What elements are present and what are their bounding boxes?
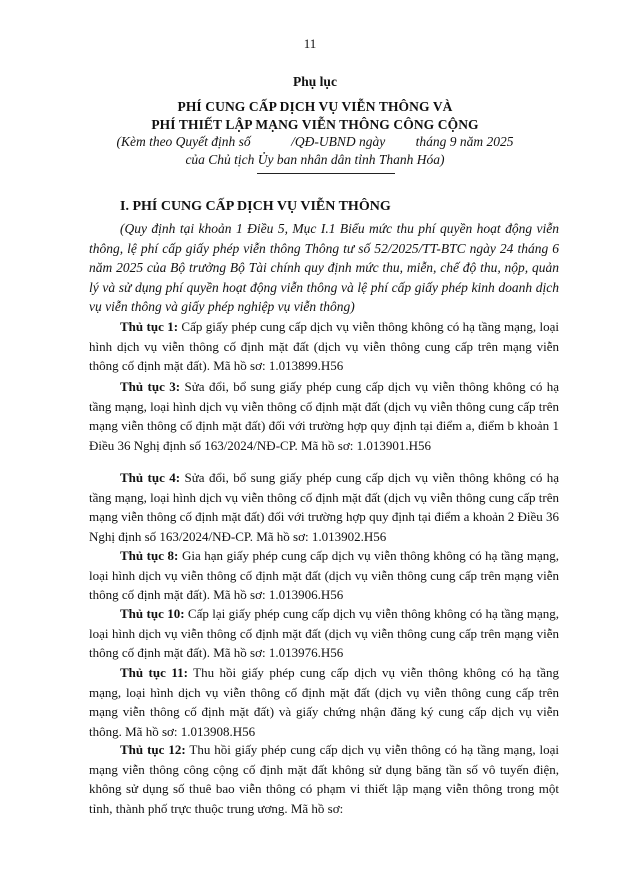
document-title-line-2: PHÍ THIẾT LẬP MẠNG VIỄN THÔNG CÔNG CỘNG [151, 117, 479, 132]
procedure-label: Thủ tục 1: [120, 319, 179, 334]
appendix-label: Phụ lục [293, 74, 337, 89]
procedure-label: Thủ tục 3: [120, 379, 181, 394]
procedure-label: Thủ tục 8: [120, 548, 179, 563]
procedure-label: Thủ tục 11: [120, 665, 188, 680]
procedure-text: Cấp lại giấy phép cung cấp dịch vụ viễn thông không có hạ tầng mạng, loại hình dịch vụ viễn thông cố định mặt đất (dịch vụ viễn thông cung cấp trên mạng viễn thông cố định mặt đất). Mã hồ sơ: 1.013976.H56 [89, 606, 559, 660]
procedure-text: Sửa đổi, bổ sung giấy phép cung cấp dịch vụ viễn thông không có hạ tầng mạng, loại hình dịch vụ viễn thông cố định mặt đất (dịch vụ viễn thông cung cấp trên mạng viễn thông cố định mặt đất) đối với trường hợp quy định tại điểm a, điểm b khoản 1 Điều 36 Nghị định số 163/2024/NĐ-CP. Mã hồ sơ: 1.013901.H56 [89, 379, 559, 453]
procedure-label: Thủ tục 4: [120, 470, 181, 485]
procedure-paragraph [89, 377, 559, 455]
procedure-text: Thu hồi giấy phép cung cấp dịch vụ viễn thông không có hạ tầng mạng, loại hình dịch vụ viễn thông cố định mặt đất (dịch vụ viễn thông cung cấp trên mạng viễn thông cố định mặt đất) và giấy chứng nhận đăng ký cung cấp dịch vụ viễn thông. Mã hồ sơ: 1.013908.H56 [89, 665, 560, 739]
procedure-text: Sửa đổi, bổ sung giấy phép cung cấp dịch vụ viễn thông không có hạ tầng mạng, loại hình dịch vụ viễn thông cố định mặt đất (dịch vụ viễn thông cung cấp trên mạng viễn thông cố định mặt đất) đối với trường hợp quy định tại điểm a khoản 2 Điều 36 Nghị định số 163/2024/NĐ-CP. Mã hồ sơ: 1.013902.H56 [89, 470, 559, 544]
procedure-text: Gia hạn giấy phép cung cấp dịch vụ viễn thông không có hạ tầng mạng, loại hình dịch vụ viễn thông cố định mặt đất (dịch vụ viễn thông cung cấp trên mạng viễn thông cố định mặt đất). Mã hồ sơ: 1.013906.H56 [89, 548, 559, 602]
document-subtitle-line-2: của Chủ tịch Ủy ban nhân dân tỉnh Thanh Hóa) [185, 152, 445, 167]
document-title-line-1: PHÍ CUNG CẤP DỊCH VỤ VIỄN THÔNG VÀ [177, 99, 453, 114]
procedure-paragraph [89, 546, 559, 605]
procedure-text: Cấp giấy phép cung cấp dịch vụ viễn thông không có hạ tầng mạng, loại hình dịch vụ viễn thông cố định mặt đất (dịch vụ viễn thông cung cấp trên mạng viễn thông cố định mặt đất). Mã hồ sơ: 1.013899.H56 [89, 319, 559, 373]
page-number: 11 [303, 36, 317, 51]
procedure-paragraph [89, 317, 559, 376]
procedure-paragraph [89, 740, 559, 818]
header-divider [257, 173, 395, 174]
procedure-paragraph [89, 663, 559, 741]
document-subtitle-line-1: (Kèm theo Quyết định số /QĐ-UBND ngày tháng 9 năm 2025 [116, 134, 514, 149]
procedure-text: Thu hồi giấy phép cung cấp dịch vụ viễn thông có hạ tầng mạng, loại mạng viễn thông công cộng cố định mặt đất không sử dụng băng tần số vô tuyến điện, không sử dụng số thuê bao viễn thông có phạm vi thiết lập mạng viễn thông trong một tỉnh, thành phố trực thuộc trung ương. Mã hồ sơ: [89, 742, 560, 816]
procedure-label: Thủ tục 12: [120, 742, 186, 757]
legal-basis-paragraph: (Quy định tại khoản 1 Điều 5, Mục I.1 Biểu mức thu phí quyền hoạt động viễn thông, lệ phí cấp giấy phép viễn thông Thông tư số 52/2025/TT-BTC ngày 24 tháng 6 năm 2025 của Bộ trưởng Bộ Tài chính quy định mức thu, miễn, chế độ thu, nộp, quản lý và sử dụng phí quyền hoạt động viễn thông và lệ phí cấp giấy phép kinh doanh dịch vụ viễn thông và giấy phép nghiệp vụ viễn thông) [89, 221, 559, 314]
procedure-label: Thủ tục 10: [120, 606, 185, 621]
procedure-paragraph [89, 468, 559, 546]
section-heading: I. PHÍ CUNG CẤP DỊCH VỤ VIỄN THÔNG [120, 199, 391, 214]
procedure-paragraph [89, 604, 559, 663]
